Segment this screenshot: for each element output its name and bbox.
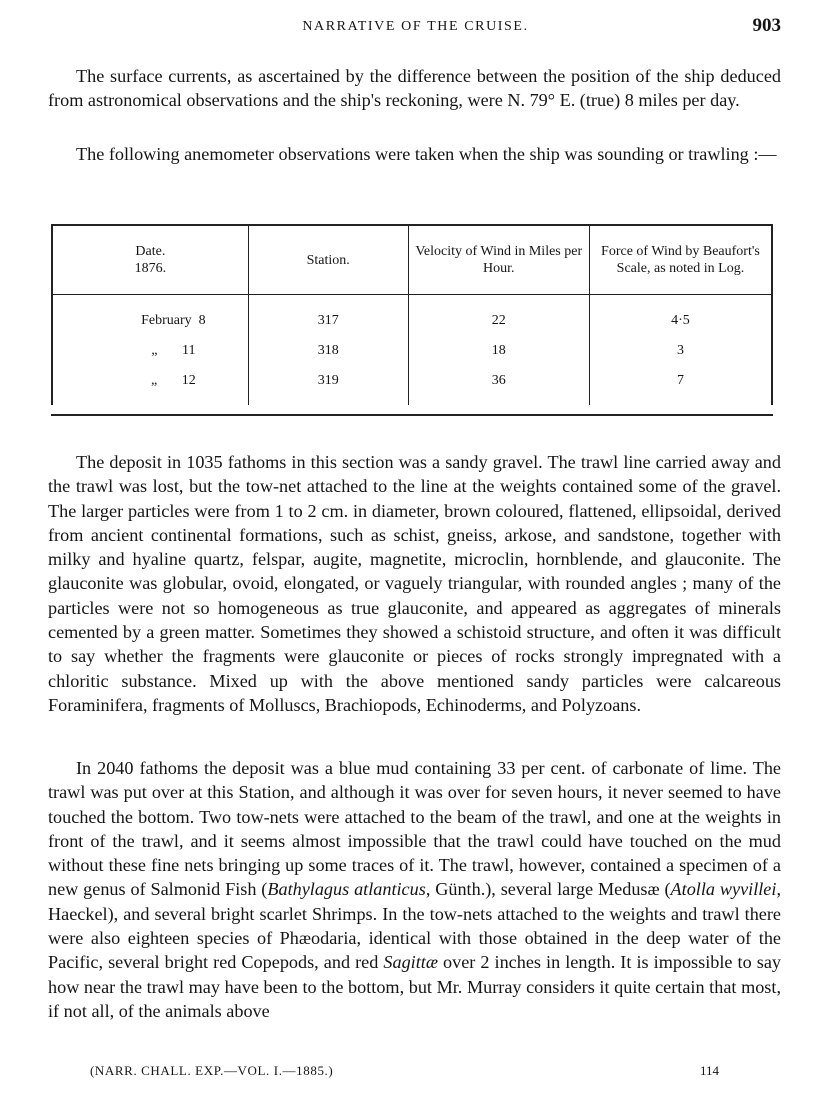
para4-text-1: In 2040 fathoms the deposit was a blue mud containing 33 per cent. of carbonate of lime. The trawl was put over at this Station, and although it was over for seven hours, it never seemed to have touched the bottom. Two tow-nets were attached to the beam of the trawl, and one at the weights in front of the trawl, and it seems almost impossible that the trawl could have touched on the mud without these fine nets bringing up some traces of it. The trawl, however, contained a specimen of a new genus of Salmonid Fish (: [48, 758, 781, 900]
para4-text-3: , Haeckel), and several bright scarlet Shrimps. In the tow-nets attached to the weights and trawl there were also eighteen species of Phæodaria, identical with those obtained in the deep water of the Pacific, several bright red Copepods, and red: [48, 879, 781, 973]
header-date-line2: 1876.: [134, 261, 167, 276]
running-title: NARRATIVE OF THE CRUISE.: [302, 19, 529, 34]
header-station: Station.: [248, 226, 408, 295]
para4-text-4: over 2 inches in length. It is impossible to say how near the trawl may have been to the bottom, but Mr. Murray considers it quite certain that most, if not all, of the animals above: [48, 952, 781, 1021]
species-name-sagittae: Sagittæ: [383, 952, 438, 973]
anemometer-table: [51, 224, 773, 416]
cell-station: 319: [248, 365, 408, 405]
cell-date: February 8: [52, 295, 248, 336]
cell-station: 317: [248, 295, 408, 336]
table-header-row: [52, 226, 772, 295]
header-date-line1: Date.: [135, 244, 166, 259]
species-name-bathylagus: Bathylagus atlanticus: [267, 879, 426, 900]
cell-velocity: 18: [408, 335, 589, 365]
species-name-atolla: Atolla wyvillei: [670, 879, 777, 900]
header-date: [52, 226, 248, 295]
paragraph-deposit-1035: The deposit in 1035 fathoms in this section was a sandy gravel. The trawl line carried away and the trawl was lost, but the tow-net attached to the line at the weights contained some of the gravel. The larger particles were from 1 to 2 cm. in diameter, brown coloured, flattened, ellipsoidal, derived from ancient continental formations, such as schist, gneiss, arkose, and sandstone, together with milky and hyaline quartz, felspar, augite, magnetite, microclin, hornblende, and glauconite. The glauconite was globular, ovoid, elongated, or vaguely triangular, with rounded angles ; many of the particles were not so homogeneous as true glauconite, and appeared as aggregates of minerals cemented by a green matter. Sometimes they showed a schistoid structure, and often it was difficult to say whether the fragments were glauconite or pieces of rocks strongly impregnated with a chloritic substance. Mixed up with the above mentioned sandy particles were calcareous Foraminifera, fragments of Molluscs, Brachiopods, Echinoderms, and Polyzoans.: [48, 452, 781, 715]
paragraph-surface-currents: The surface currents, as ascertained by the difference between the position of the ship deduced from astronomical observations and the ship's reckoning, were N. 79° E. (true) 8 miles per day.: [48, 66, 781, 111]
header-velocity: Velocity of Wind in Miles per Hour.: [408, 226, 589, 295]
paragraph-deposit-2040: [48, 756, 781, 1023]
cell-velocity: 36: [408, 365, 589, 405]
cell-station: 318: [248, 335, 408, 365]
cell-force: 3: [589, 335, 772, 365]
cell-velocity: 22: [408, 295, 589, 336]
table-row: [52, 365, 772, 405]
header-force: Force of Wind by Beaufort's Scale, as noted in Log.: [589, 226, 772, 295]
cell-date: „ 11: [52, 335, 248, 365]
footer-signature: (NARR. CHALL. EXP.—VOL. I.—1885.): [90, 1063, 334, 1078]
running-head: [48, 14, 783, 38]
anemometer-table-grid: [51, 226, 773, 405]
footer-sheet-number: 114: [700, 1063, 720, 1078]
cell-force: 4·5: [589, 295, 772, 336]
table-row: [52, 295, 772, 336]
page-number: 903: [752, 15, 781, 36]
cell-force: 7: [589, 365, 772, 405]
cell-date: „ 12: [52, 365, 248, 405]
table-row: [52, 335, 772, 365]
paragraph-anemometer-intro: The following anemometer observations were taken when the ship was sounding or trawling :—: [76, 144, 777, 164]
para4-text-2: , Günth.), several large Medusæ (: [425, 879, 671, 900]
